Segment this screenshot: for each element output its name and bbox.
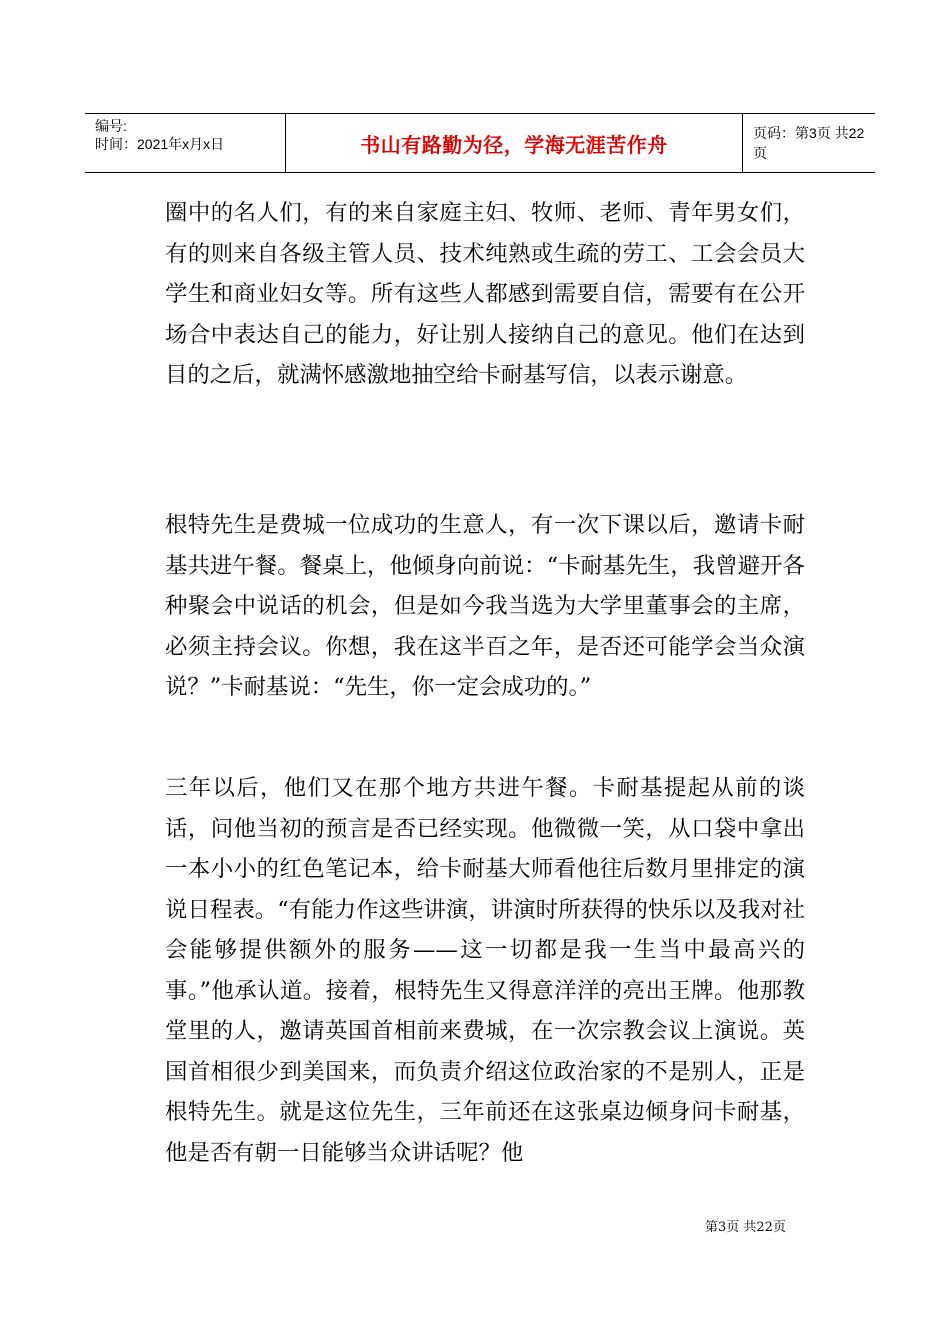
page-footer: 第3页 共22页 — [705, 1220, 786, 1235]
paragraph-text: 三年以后，他们又在那个地方共进午餐。卡耐基提起从前的谈话，问他当初的预言是否已经实现。他微微一笑，从口袋中拿出一本小小的红色笔记本，给卡耐基大师看他往后数月里排定的演说日程表。“有能力作这些讲演，讲演时所获得的快乐以及我对社会能够提供额外的服务——这一切都是我一生当中最高兴的事。”他承认道。接着，根特先生又得意洋洋的亮出王牌。他那教堂里的人，邀请英国首相前来费城，在一次宗教会议上演说。英国首相很少到美国来，而负责介绍这位政治家的不是别人，正是根特先生。就是这位先生，三年前还在这张桌边倾身问卡耐基，他是否有朝一日能够当众讲话呢？他 — [165, 775, 805, 1166]
header-meta — [85, 114, 285, 172]
paragraph-text: 根特先生是费城一位成功的生意人，有一次下课以后，邀请卡耐基共进午餐。餐桌上，他倾身向前说：“卡耐基先生，我曾避开各种聚会中说话的机会，但是如今我当选为大学里董事会的主席，必须主持会议。你想，我在这半百之年，是否还可能学会当众演说？”卡耐基说：“先生，你一定会成功的。” — [165, 512, 805, 700]
time-label: 时间：2021年x月x日 — [95, 136, 225, 152]
document-header — [85, 113, 875, 173]
motto-text: 书山有路勤为径，学海无涯苦作舟 — [360, 132, 668, 157]
page-info-text: 页码：第3页 共22页 — [753, 125, 865, 161]
number-label: 编号: — [95, 118, 127, 134]
header-page-info — [743, 114, 875, 172]
paragraph-2 — [165, 505, 805, 708]
paragraph-1 — [165, 193, 805, 396]
paragraph-3 — [165, 768, 805, 1173]
paragraph-text: 圈中的名人们，有的来自家庭主妇、牧师、老师、青年男女们，有的则来自各级主管人员、技术纯熟或生疏的劳工、工会会员大学生和商业妇女等。所有这些人都感到需要自信，需要有在公开场合中表达自己的能力，好让别人接纳自己的意见。他们在达到目的之后，就满怀感激地抽空给卡耐基写信，以表示谢意。 — [165, 200, 805, 388]
header-motto-cell — [285, 114, 743, 172]
